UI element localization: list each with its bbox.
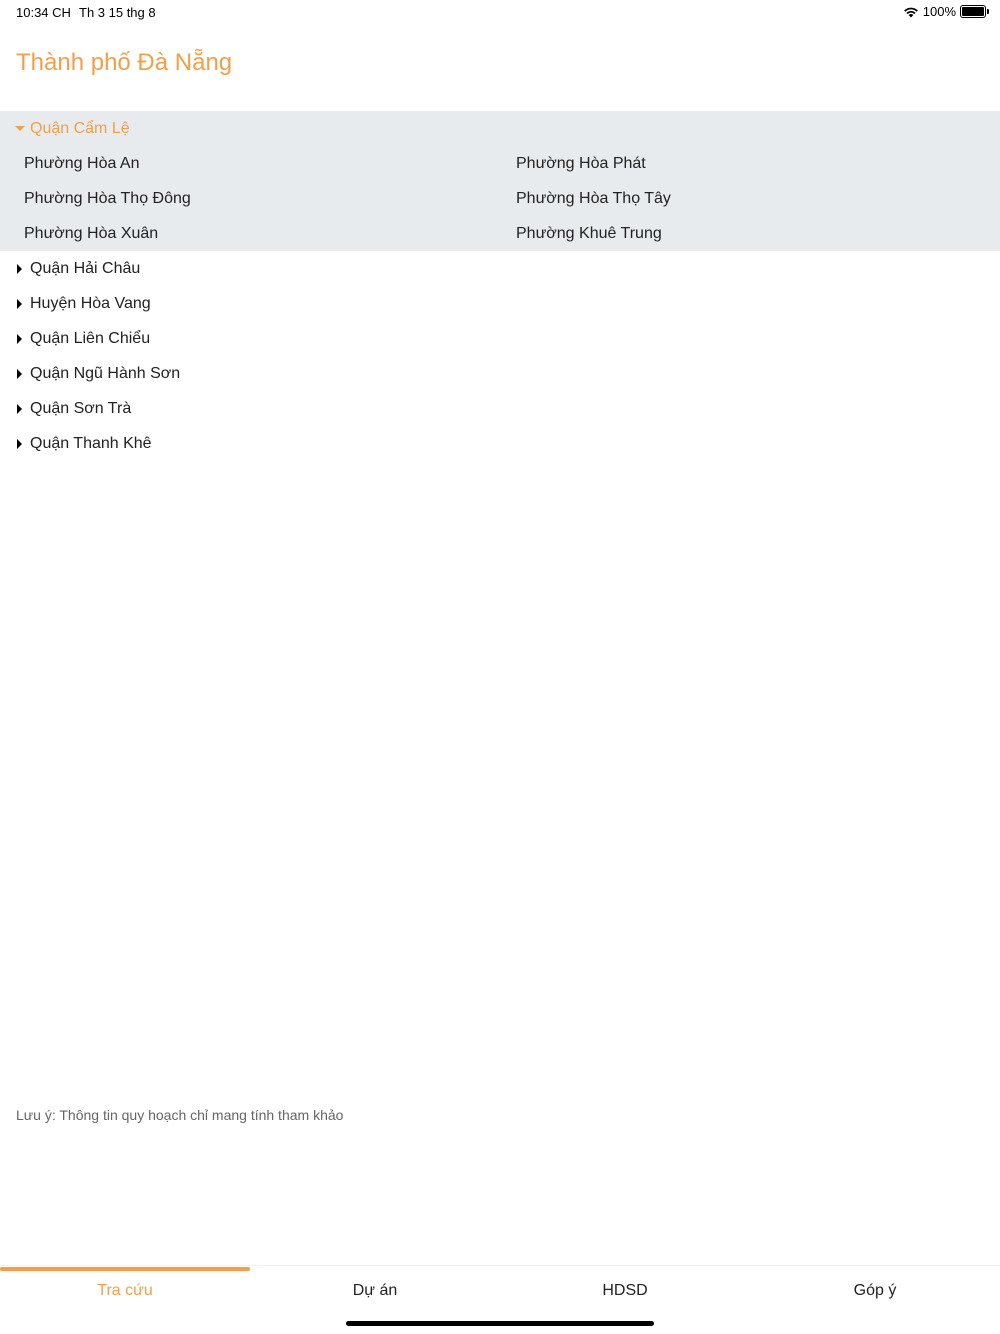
caret-right-icon — [14, 368, 26, 380]
tab-label: Dự án — [352, 1282, 398, 1299]
battery-percent: 100% — [922, 4, 956, 19]
status-time: 10:34 CH — [16, 5, 71, 20]
battery-icon — [960, 5, 986, 18]
district-header[interactable] — [0, 111, 1000, 146]
tab-label: HDSD — [602, 1282, 648, 1299]
caret-right-icon — [14, 263, 26, 275]
district-group — [0, 111, 1000, 251]
district-group — [0, 426, 1000, 461]
disclaimer-note: Lưu ý: Thông tin quy hoạch chỉ mang tính tham khảo — [16, 1107, 344, 1123]
caret-right-icon — [14, 403, 26, 415]
ward-item[interactable]: Phường Khuê Trung — [516, 225, 662, 242]
district-group — [0, 286, 1000, 321]
page-title: Thành phố Đà Nẵng — [16, 49, 233, 76]
ward-item[interactable]: Phường Hòa An — [24, 155, 140, 172]
tab-1[interactable] — [250, 1266, 500, 1315]
district-tree — [0, 111, 1000, 461]
district-group — [0, 391, 1000, 426]
district-header[interactable] — [0, 251, 1000, 286]
caret-right-icon — [14, 298, 26, 310]
tab-0[interactable] — [0, 1266, 250, 1315]
district-header[interactable] — [0, 286, 1000, 321]
tab-label: Góp ý — [853, 1282, 897, 1299]
battery-fill — [962, 7, 984, 16]
wifi-icon — [903, 6, 919, 18]
district-label: Quận Ngũ Hành Sơn — [30, 364, 181, 382]
ward-item[interactable]: Phường Hòa Thọ Tây — [516, 190, 671, 207]
district-label: Quận Hải Châu — [30, 259, 141, 277]
tab-2[interactable] — [500, 1266, 750, 1315]
district-group — [0, 356, 1000, 391]
caret-down-icon — [14, 123, 26, 135]
district-label: Huyện Hòa Vang — [30, 294, 151, 312]
tab-3[interactable] — [750, 1266, 1000, 1315]
ward-item[interactable]: Phường Hòa Thọ Đông — [24, 190, 191, 207]
district-header[interactable] — [0, 356, 1000, 391]
caret-right-icon — [14, 333, 26, 345]
district-label: Quận Cẩm Lệ — [30, 119, 130, 137]
district-header[interactable] — [0, 426, 1000, 461]
tab-label: Tra cứu — [97, 1282, 153, 1299]
status-bar — [0, 0, 1000, 24]
caret-right-icon — [14, 438, 26, 450]
district-group — [0, 251, 1000, 286]
tab-bar — [0, 1265, 1000, 1315]
status-date: Th 3 15 thg 8 — [79, 5, 156, 20]
district-header[interactable] — [0, 391, 1000, 426]
ward-item[interactable]: Phường Hòa Phát — [516, 155, 646, 172]
district-group — [0, 321, 1000, 356]
status-indicators — [903, 4, 986, 19]
district-header[interactable] — [0, 321, 1000, 356]
district-label: Quận Liên Chiểu — [30, 329, 151, 347]
home-indicator — [346, 1321, 654, 1326]
district-label: Quận Thanh Khê — [30, 434, 152, 452]
ward-list — [0, 146, 1000, 251]
district-label: Quận Sơn Trà — [30, 399, 132, 417]
ward-item[interactable]: Phường Hòa Xuân — [24, 225, 159, 242]
